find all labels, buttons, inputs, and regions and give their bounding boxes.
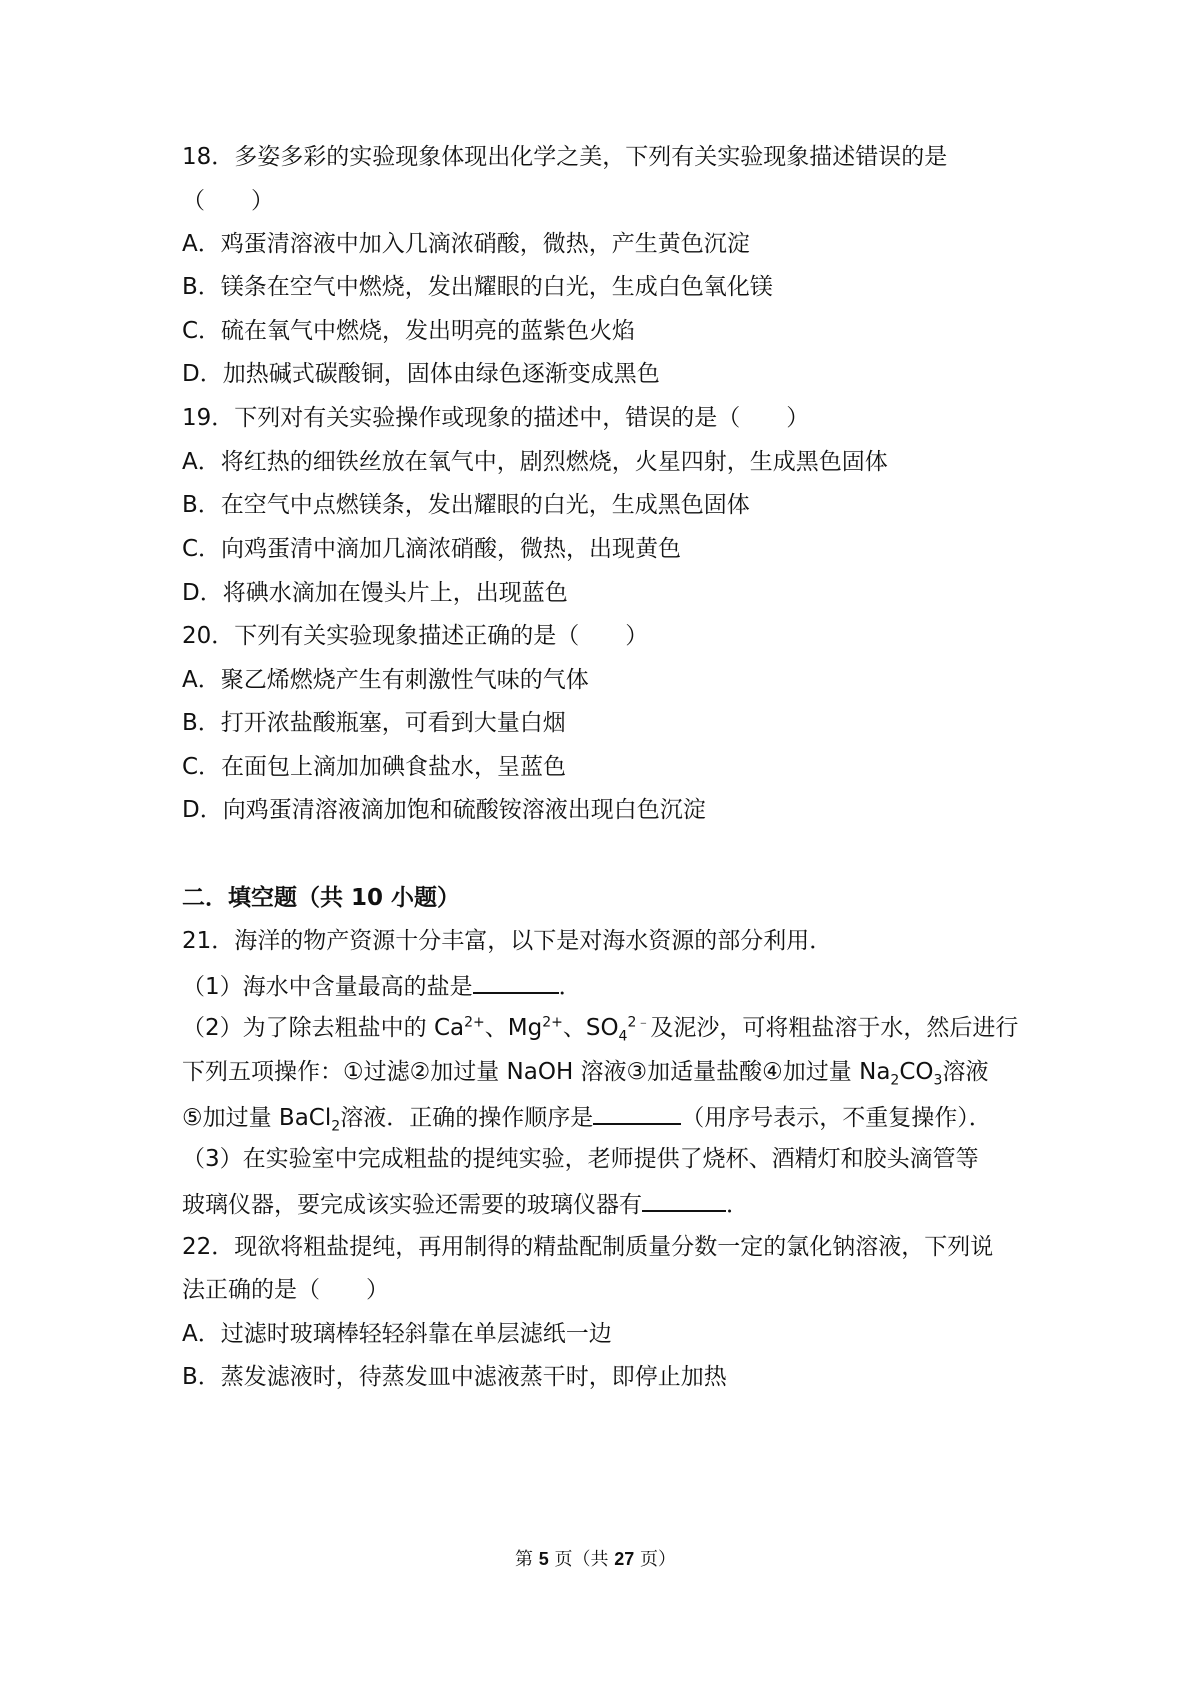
subscript: 2 xyxy=(331,1118,341,1135)
q21-part1-end: ． xyxy=(558,974,582,1000)
subscript: 4 xyxy=(618,1028,628,1045)
subscript: 2 xyxy=(890,1072,900,1089)
q20-option-d: D．向鸡蛋清溶液滴加饱和硫酸铵溶液出现白色沉淀 xyxy=(182,797,706,823)
answer-blank xyxy=(642,1188,726,1212)
q20-stem: 20．下列有关实验现象描述正确的是（ ） xyxy=(182,623,649,649)
q22-option-b: B．蒸发滤液时，待蒸发皿中滤液蒸干时，即停止加热 xyxy=(182,1364,727,1390)
q21-part2-text: 下列五项操作：①过滤②加过量 NaOH 溶液③加适量盐酸④加过量 Na xyxy=(182,1059,891,1085)
q21-part2-line3 xyxy=(182,1101,1022,1133)
superscript: 2+ xyxy=(464,1014,485,1031)
q21-part2-text: （2）为了除去粗盐中的 Ca xyxy=(182,1015,465,1041)
q20-option-a: A．聚乙烯燃烧产生有刺激性气味的气体 xyxy=(182,667,589,693)
q18-stem: 18．多姿多彩的实验现象体现出化学之美，下列有关实验现象描述错误的是 xyxy=(182,144,948,170)
q21-part2-line2 xyxy=(182,1057,1022,1087)
q18-option-b: B．镁条在空气中燃烧，发出耀眼的白光，生成白色氧化镁 xyxy=(182,274,773,300)
q22-stem-line2: 法正确的是（ ） xyxy=(182,1277,389,1303)
answer-blank xyxy=(473,970,559,994)
q21-part2-text: 溶液 xyxy=(942,1059,989,1085)
footer-text: 第 xyxy=(515,1549,539,1570)
q19-option-a: A．将红热的细铁丝放在氧气中，剧烈燃烧，火星四射，生成黑色固体 xyxy=(182,449,888,475)
q19-option-b: B．在空气中点燃镁条，发出耀眼的白光，生成黑色固体 xyxy=(182,492,750,518)
q21-part2-text: （用序号表示，不重复操作）． xyxy=(681,1105,992,1131)
answer-blank xyxy=(593,1101,681,1125)
footer-text: 页（共 xyxy=(548,1549,615,1570)
q20-option-b: B．打开浓盐酸瓶塞，可看到大量白烟 xyxy=(182,710,566,736)
q21-part2-text: ⑤加过量 BaCl xyxy=(182,1105,332,1131)
superscript: 2+ xyxy=(542,1014,563,1031)
q19-option-c: C．向鸡蛋清中滴加几滴浓硝酸，微热，出现黄色 xyxy=(182,536,682,562)
subscript: 3 xyxy=(933,1072,943,1089)
q21-part2-line1 xyxy=(182,1013,1022,1043)
page-footer xyxy=(0,1545,1191,1571)
q22-stem-line1: 22．现欲将粗盐提纯，再用制得的精盐配制质量分数一定的氯化钠溶液，下列说 xyxy=(182,1234,994,1260)
section-heading: 二．填空题（共 10 小题） xyxy=(182,885,461,911)
q21-part1 xyxy=(182,970,1022,1002)
q21-part3-line1: （3）在实验室中完成粗盐的提纯实验，老师提供了烧杯、酒精灯和胶头滴管等 xyxy=(182,1146,979,1172)
q18-option-a: A．鸡蛋清溶液中加入几滴浓硝酸，微热，产生黄色沉淀 xyxy=(182,231,750,257)
q21-part2-text: CO xyxy=(899,1059,934,1085)
q18-option-d: D．加热碱式碳酸铜，固体由绿色逐渐变成黑色 xyxy=(182,361,660,387)
q21-part3-text: ． xyxy=(726,1192,749,1218)
page-number: 5 xyxy=(538,1549,549,1569)
q20-option-c: C．在面包上滴加加碘食盐水，呈蓝色 xyxy=(182,754,567,780)
q21-part1-text: （1）海水中含量最高的盐是 xyxy=(182,974,473,1000)
q21-part3-line2 xyxy=(182,1188,1022,1220)
q19-option-d: D．将碘水滴加在馒头片上，出现蓝色 xyxy=(182,580,568,606)
q21-part2-text: 及泥沙，可将粗盐溶于水，然后进行 xyxy=(650,1015,1019,1041)
total-pages: 27 xyxy=(614,1549,635,1569)
q22-option-a: A．过滤时玻璃棒轻轻斜靠在单层滤纸一边 xyxy=(182,1321,612,1347)
q21-part2-text: 溶液．正确的操作顺序是 xyxy=(340,1105,594,1131)
q21-part2-text: 、Mg xyxy=(484,1015,543,1041)
q21-stem: 21．海洋的物产资源十分丰富，以下是对海水资源的部分利用． xyxy=(182,928,833,954)
q18-option-c: C．硫在氧气中燃烧，发出明亮的蓝紫色火焰 xyxy=(182,318,636,344)
footer-text: 页） xyxy=(634,1549,676,1570)
q21-part3-text: 玻璃仪器，要完成该实验还需要的玻璃仪器有 xyxy=(182,1192,642,1218)
q21-part2-text: 、SO xyxy=(562,1015,619,1041)
superscript: 2﹣ xyxy=(627,1014,651,1031)
q18-answer-paren: （ ） xyxy=(182,188,274,214)
q19-stem: 19．下列对有关实验操作或现象的描述中，错误的是（ ） xyxy=(182,405,810,431)
